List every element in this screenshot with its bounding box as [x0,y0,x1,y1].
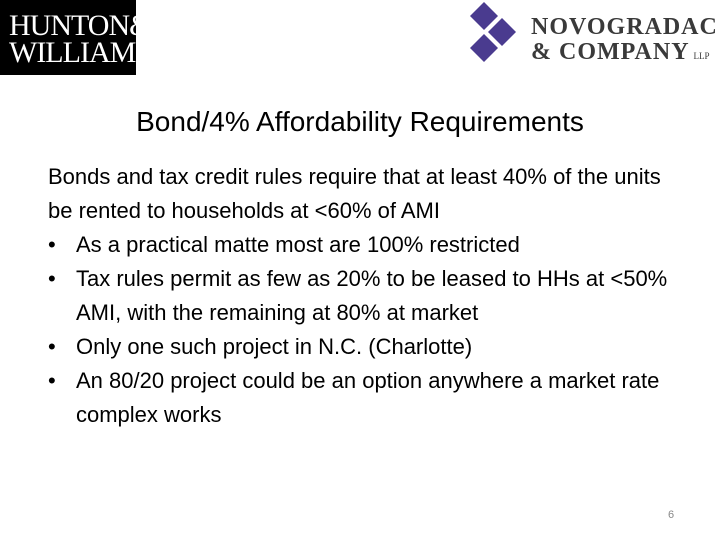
bullet-icon: • [48,334,56,359]
bullet-icon: • [48,266,56,291]
intro-text: Bonds and tax credit rules require that at least 40% of the units be rented to households at <60% of AMI [48,164,661,223]
logo-llp: LLP [693,51,710,61]
bullet-item [48,330,688,364]
bullet-item [48,262,688,330]
bullet-icon: • [48,368,56,393]
bullet-list [48,228,688,432]
logo-company-name: NOVOGRADAC [531,14,718,40]
logo-company-subname [531,39,710,69]
slide-body [48,160,688,432]
diamond-grid-icon [464,0,526,66]
page-number: 6 [668,509,675,521]
bullet-item [48,364,688,432]
bullet-text: Tax rules permit as few as 20% to be leased to HHs at <50% AMI, with the remaining at 80% at market [76,266,668,325]
logo-company-subname-text: & COMPANY [531,39,690,65]
bullet-icon: • [48,232,56,257]
logo-text-line-2: WILLIAMS [9,36,151,69]
bullet-item [48,228,688,262]
bullet-text: An 80/20 project could be an option anywhere a market rate complex works [76,368,660,427]
bullet-text: Only one such project in N.C. (Charlotte) [76,334,473,359]
novogradac-logo [464,0,720,75]
bullet-text: As a practical matte most are 100% restricted [76,232,520,257]
hunton-williams-logo [0,0,152,75]
slide-title: Bond/4% Affordability Requirements [136,106,584,137]
logo-text-line-1: HUNTON& [9,9,152,42]
